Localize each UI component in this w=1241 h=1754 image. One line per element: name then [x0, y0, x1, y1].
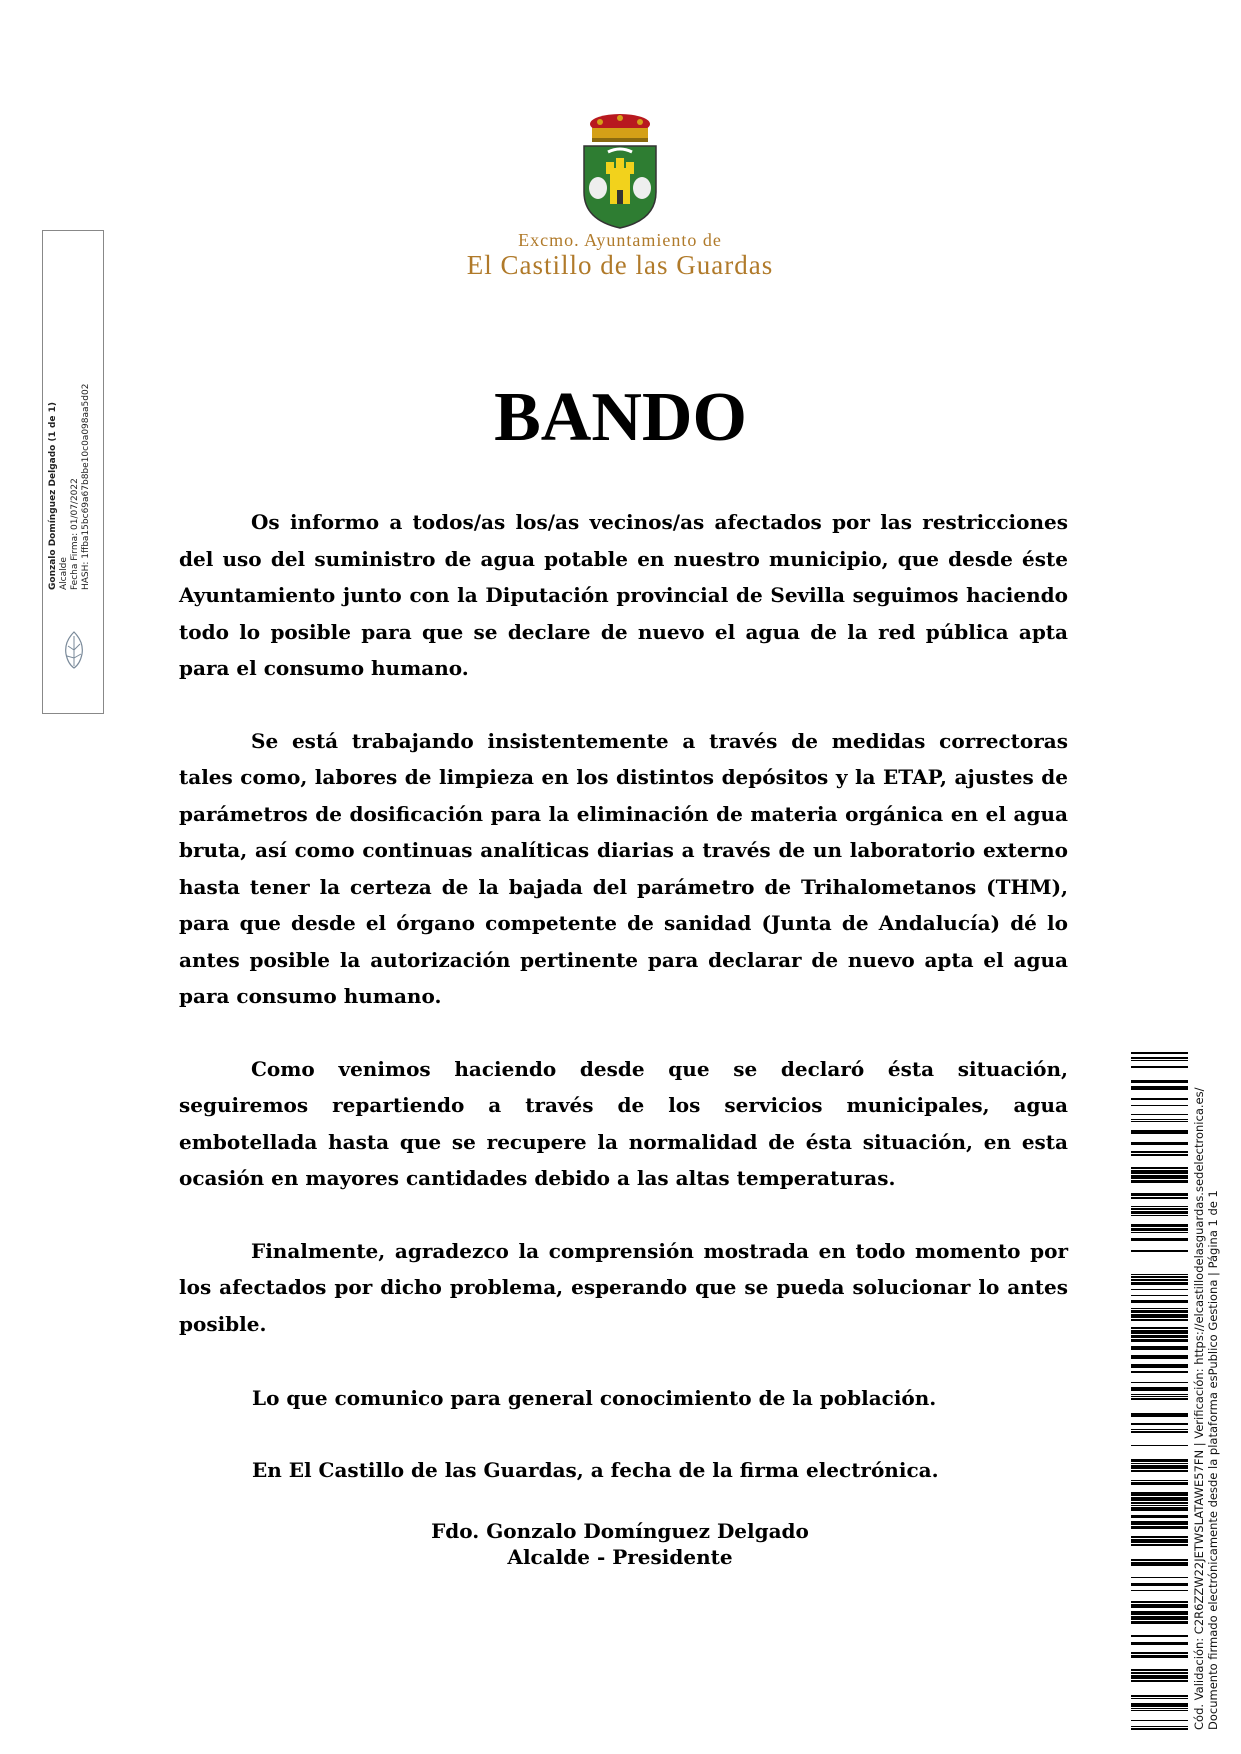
barcode-bar — [1131, 1250, 1188, 1252]
barcode-bar — [1131, 1295, 1188, 1296]
barcode-bar — [1131, 1310, 1188, 1313]
barcode-bar — [1131, 1197, 1188, 1199]
municipal-crest-logo — [570, 112, 670, 232]
barcode-bar — [1131, 1559, 1188, 1561]
barcode-bar — [1131, 1232, 1188, 1233]
barcode-bar — [1131, 1601, 1188, 1603]
barcode-bar — [1131, 1211, 1188, 1214]
barcode-bar — [1131, 1577, 1188, 1578]
barcode-bar — [1131, 1215, 1188, 1216]
barcode-bar — [1131, 1536, 1188, 1538]
barcode-bar — [1131, 1590, 1188, 1591]
barcode-bar — [1131, 1238, 1188, 1241]
barcode-bar — [1131, 1539, 1188, 1543]
barcode-bar — [1131, 1611, 1188, 1615]
paragraph-3: Como venimos haciendo desde que se declaró ésta situación, seguiremos repartiendo a través de los servicios municipales, agua embotellada hasta que se recupere la normalidad de ésta situación, en esta ocasión en mayores cantidades debido a las altas temperaturas. — [179, 1056, 1068, 1190]
stamp-date: Fecha Firma: 01/07/2022 — [70, 478, 80, 590]
barcode-bar — [1131, 1492, 1188, 1496]
barcode-bar — [1131, 1616, 1188, 1620]
barcode-bar — [1131, 1346, 1188, 1350]
barcode-bar — [1131, 1314, 1188, 1318]
barcode-bar — [1131, 1130, 1188, 1134]
barcode-bar — [1131, 1289, 1188, 1290]
barcode-bar — [1131, 1276, 1188, 1278]
barcode-bar — [1131, 1119, 1188, 1120]
barcode-bar — [1131, 1562, 1188, 1566]
barcode-bar — [1131, 1105, 1188, 1106]
barcode-bar — [1131, 1167, 1188, 1169]
barcode-bar — [1131, 1429, 1188, 1430]
barcode-bar — [1131, 1142, 1188, 1145]
barcode-bar — [1131, 1502, 1188, 1504]
validation-text — [1192, 1050, 1220, 1730]
barcode-bar — [1131, 1698, 1188, 1699]
barcode-bar — [1131, 1431, 1188, 1433]
barcode-bar — [1131, 1675, 1188, 1679]
barcode-bar — [1131, 1279, 1188, 1281]
barcode-bar — [1131, 1526, 1188, 1529]
barcode-bar — [1131, 1052, 1188, 1054]
signature-seal-icon — [56, 628, 92, 672]
barcode-bar — [1131, 1583, 1188, 1586]
closing-statement: Lo que comunico para general conocimiento de la población. — [252, 1386, 937, 1410]
paragraph-2: Se está trabajando insistentemente a través de medidas correctoras tales como, labores de limpieza en los distintos depósitos y la ETAP, ajustes de parámetros de dosificación para la eliminación de materia orgánica en el agua bruta, así como continuas analíticas diarias a través de un laboratorio externo hasta tener la certeza de la bajada del parámetro de Trihalometanos (THM), para que desde el órgano competente de sanidad (Junta de Andalucía) dé lo antes posible la autorización pertinente para declarar de nuevo apta el agua para consumo humano. — [179, 728, 1068, 1008]
signer-name: Fdo. Gonzalo Domínguez Delgado — [431, 1519, 809, 1543]
barcode-bar — [1131, 1206, 1188, 1207]
barcode-bar — [1131, 1652, 1188, 1654]
barcode-bar — [1131, 1274, 1188, 1275]
barcode-bar — [1131, 1208, 1188, 1210]
barcode-bar — [1131, 1396, 1188, 1397]
barcode-bar — [1131, 1544, 1188, 1546]
barcode-bar — [1131, 1057, 1188, 1059]
validation-code-line: Cód. Validación: C2R6ZZW22JETWSLATAWE57FN | Verificación: https://elcastillodelasguardas.sedelectronica.es/ — [1192, 1087, 1206, 1730]
barcode-bar — [1131, 1327, 1188, 1329]
stamp-role: Alcalde — [59, 557, 69, 590]
paragraph-1: Os informo a todos/as los/as vecinos/as afectados por las restricciones del uso del suministro de agua potable en nuestro municipio, que desde éste Ayuntamiento junto con la Diputación provincial de Sevilla seguimos haciendo todo lo posible para que se declare de nuevo el agua de la red pública apta para el consumo humano. — [179, 510, 1068, 680]
barcode-bar — [1131, 1423, 1188, 1425]
barcode-bar — [1131, 1193, 1188, 1196]
barcode-bar — [1131, 1505, 1188, 1506]
paragraph-4: Finalmente, agradezco la comprensión mostrada en todo momento por los afectados por dicho problema, esperando que se pueda solucionar lo antes posible. — [179, 1238, 1068, 1336]
place-and-date: En El Castillo de las Guardas, a fecha de la firma electrónica. — [252, 1458, 939, 1482]
barcode-bar — [1131, 1398, 1188, 1400]
barcode-bar — [1131, 1482, 1188, 1485]
barcode-bar — [1131, 1339, 1188, 1342]
barcode-bar — [1131, 1114, 1188, 1115]
barcode-bar — [1131, 1170, 1188, 1174]
barcode-bar — [1131, 1445, 1188, 1446]
barcode-bar — [1131, 1672, 1188, 1674]
signature-stamp-text — [48, 330, 108, 590]
organization-name-line1: Excmo. Ayuntamiento de — [518, 230, 722, 250]
barcode-bar — [1131, 1066, 1188, 1068]
barcode-bar — [1131, 1708, 1188, 1709]
barcode-bar — [1131, 1364, 1188, 1368]
barcode-bar — [1131, 1154, 1188, 1156]
barcode-bar — [1131, 1335, 1188, 1338]
document-body — [179, 504, 1068, 1342]
barcode-bar — [1131, 1604, 1188, 1608]
barcode-bar — [1131, 1224, 1188, 1227]
barcode-bar — [1131, 1680, 1188, 1682]
barcode-bar — [1131, 1465, 1188, 1469]
barcode-bar — [1131, 1703, 1188, 1707]
organization-name-line2: El Castillo de las Guardas — [466, 250, 774, 280]
validation-barcode — [1131, 1052, 1188, 1730]
signature-block — [370, 1518, 870, 1570]
stamp-signer: Gonzalo Domínguez Delgado (1 de 1) — [48, 401, 58, 590]
barcode-bar — [1131, 1330, 1188, 1334]
barcode-bar — [1131, 1319, 1188, 1321]
stamp-hash: HASH: 1ffba15bc69a67b8be10c0a098aa5d02 — [81, 383, 91, 590]
barcode-bar — [1131, 1413, 1188, 1417]
barcode-bar — [1131, 1635, 1188, 1637]
barcode-bar — [1131, 1228, 1188, 1231]
page-title: BANDO — [494, 379, 747, 456]
barcode-bar — [1131, 1086, 1188, 1090]
validation-platform-line: Documento firmado electrónicamente desde la plataforma esPublico Gestiona | Página 1 de 1 — [1206, 1190, 1220, 1730]
barcode-bar — [1131, 1098, 1188, 1100]
barcode-bar — [1131, 1463, 1188, 1464]
barcode-bar — [1131, 1470, 1188, 1472]
barcode-bar — [1131, 1355, 1188, 1359]
barcode-bar — [1131, 1459, 1188, 1462]
barcode-bar — [1131, 1121, 1188, 1122]
barcode-bar — [1131, 1308, 1188, 1309]
barcode-bar — [1131, 1480, 1188, 1481]
barcode-bar — [1131, 1642, 1188, 1645]
barcode-bar — [1131, 1175, 1188, 1179]
barcode-bar — [1131, 1282, 1188, 1285]
barcode-bar — [1131, 1300, 1188, 1303]
barcode-bar — [1131, 1394, 1188, 1395]
barcode-bar — [1131, 1521, 1188, 1525]
barcode-bar — [1131, 1080, 1188, 1083]
signer-role: Alcalde - Presidente — [507, 1545, 733, 1569]
barcode-bar — [1131, 1726, 1188, 1727]
barcode-bar — [1131, 1720, 1188, 1721]
barcode-bar — [1131, 1507, 1188, 1511]
barcode-bar — [1131, 1151, 1188, 1153]
barcode-bar — [1131, 1060, 1188, 1061]
barcode-bar — [1131, 1621, 1188, 1624]
barcode-bar — [1131, 1387, 1188, 1391]
barcode-bar — [1131, 1180, 1188, 1183]
barcode-bar — [1131, 1669, 1188, 1671]
barcode-bar — [1131, 1497, 1188, 1501]
barcode-bar — [1131, 1710, 1188, 1711]
barcode-bar — [1131, 1695, 1188, 1697]
barcode-bar — [1131, 1515, 1188, 1518]
barcode-bar — [1131, 1728, 1188, 1730]
barcode-bar — [1131, 1382, 1188, 1383]
barcode-bar — [1131, 1371, 1188, 1373]
barcode-bar — [1131, 1655, 1188, 1658]
